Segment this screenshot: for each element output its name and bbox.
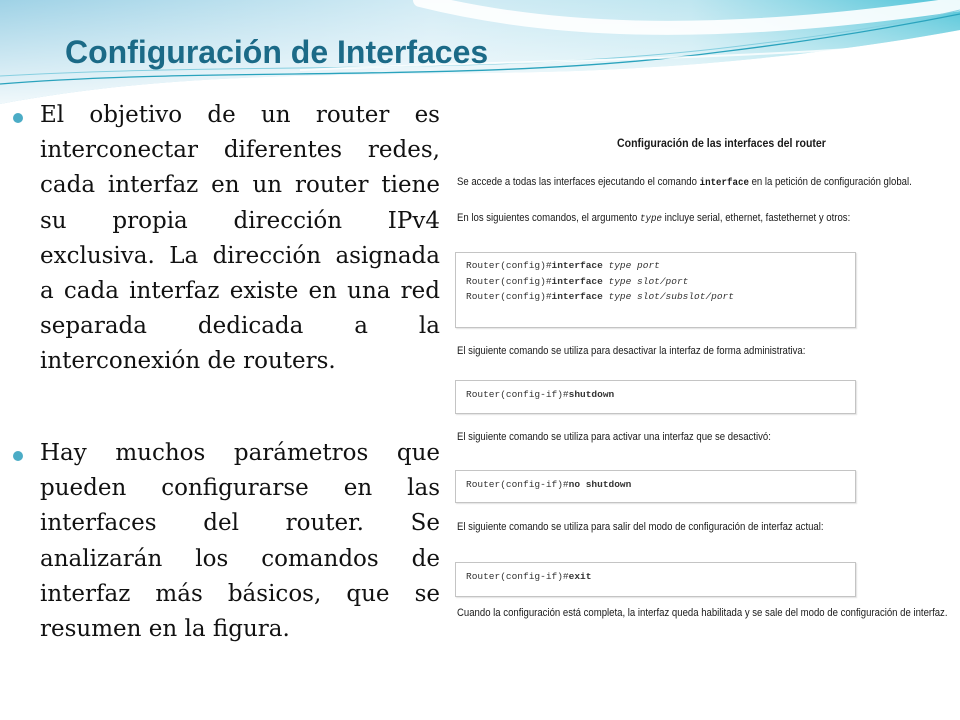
code-line	[466, 387, 855, 403]
paragraph-line: su propia dirección IPv4	[40, 207, 440, 234]
paragraph-line: resumen en la figura.	[40, 615, 290, 642]
code-line	[466, 258, 855, 274]
cli-command: interface	[551, 260, 603, 271]
argument-keyword: type	[639, 213, 662, 225]
closing-note: Cuando la configuración está completa, la interfaz queda habilitada y se sale del modo de configuración de interfaz.	[457, 607, 948, 619]
cli-prompt: Router(config-if)#	[466, 479, 569, 490]
paragraph-line: cada interfaz en un router tiene	[40, 172, 440, 199]
code-line	[466, 274, 855, 290]
cli-arguments: type port	[608, 260, 660, 271]
code-line	[466, 569, 855, 585]
code-line	[466, 477, 855, 493]
slide-title: Configuración de Interfaces	[65, 34, 489, 70]
cli-prompt: Router(config)#	[466, 275, 552, 287]
intro-text: en la petición de configuración global.	[748, 176, 912, 188]
cli-command: exit	[568, 571, 592, 582]
paragraph-line: pueden configurarse en las	[40, 475, 440, 502]
paragraph-line: Hay muchos parámetros que	[40, 440, 440, 466]
argument-text: incluye serial, ethernet, fastethernet y otros:	[661, 212, 851, 224]
cli-command: no shutdown	[568, 479, 632, 490]
bullet-paragraph	[40, 98, 440, 380]
paragraph-line: interfaz más básicos, que se	[40, 580, 440, 607]
bullet-dot	[13, 451, 23, 461]
exit-command-box	[455, 562, 856, 597]
no-shutdown-note: El siguiente comando se utiliza para activar una interfaz que se desactivó:	[457, 431, 771, 443]
paragraph-line: a cada interfaz existe en una red	[40, 277, 440, 304]
cli-command: interface	[551, 291, 603, 302]
cli-command: shutdown	[568, 389, 615, 400]
shutdown-command-box	[455, 380, 856, 414]
paragraph-line: interfaces del router. Se	[40, 510, 440, 537]
cli-arguments: type slot/subslot/port	[608, 291, 734, 302]
paragraph-line: interconectar diferentes redes,	[40, 137, 440, 164]
paragraph-line: analizarán los comandos de	[40, 545, 440, 572]
exit-note: El siguiente comando se utiliza para salir del modo de configuración de interfaz actual:	[457, 521, 824, 533]
cli-command: interface	[551, 275, 603, 287]
intro-note	[457, 175, 912, 189]
figure-title: Configuración de las interfaces del router	[617, 136, 826, 150]
interface-config-figure	[450, 128, 960, 630]
no-shutdown-command-box	[455, 470, 856, 503]
argument-text: En los siguientes comandos, el argumento	[457, 212, 640, 224]
argument-note	[457, 211, 850, 225]
bullet-dot	[13, 113, 23, 123]
cli-prompt: Router(config-if)#	[466, 389, 569, 400]
cli-prompt: Router(config-if)#	[466, 571, 569, 582]
paragraph-line: exclusiva. La dirección asignada	[40, 242, 440, 269]
code-line	[466, 289, 855, 305]
bullet-paragraph	[40, 436, 440, 647]
paragraph-line: interconexión de routers.	[40, 348, 336, 375]
cli-prompt: Router(config)#	[466, 291, 552, 302]
shutdown-note: El siguiente comando se utiliza para desactivar la interfaz de forma administrativa:	[457, 345, 806, 357]
interface-commands-box	[455, 252, 856, 328]
cli-prompt: Router(config)#	[466, 260, 552, 271]
paragraph-line: separada dedicada a la	[40, 313, 440, 340]
cli-arguments: type slot/port	[608, 275, 689, 287]
intro-keyword: interface	[699, 177, 749, 189]
paragraph-line: El objetivo de un router es	[40, 102, 440, 128]
intro-text: Se accede a todas las interfaces ejecutando el comando	[457, 176, 700, 188]
